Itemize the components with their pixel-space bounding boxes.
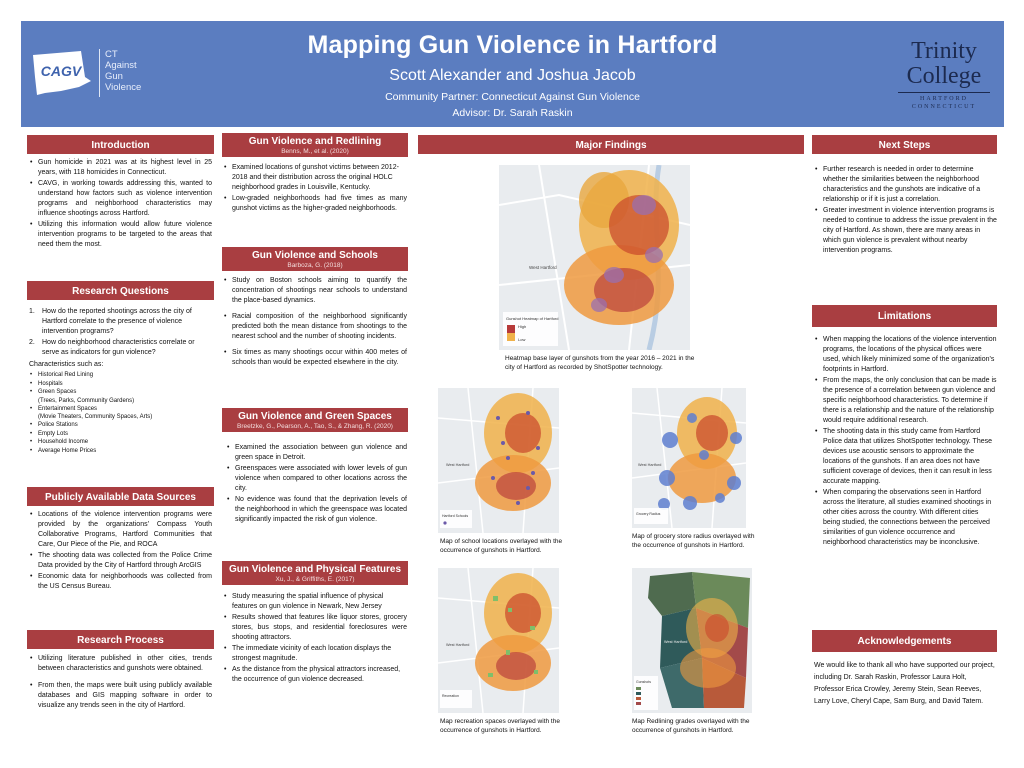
major-findings-heading: [418, 135, 804, 154]
map-place-label: West Hartford: [529, 265, 557, 270]
redlining-body: [223, 163, 407, 215]
logo-subline: HARTFORD: [920, 96, 968, 102]
trinity-college-logo: [894, 39, 994, 115]
logo-word: Trinity: [911, 38, 977, 64]
list-item: • Average Home Prices: [29, 447, 212, 456]
research-questions-body: [29, 307, 212, 455]
poster-header: [21, 21, 1004, 127]
list-item: • Empty Lots: [29, 430, 212, 439]
list-item: • Locations of the violence intervention programs were provided by the organizations' Compass Youth Collaborative Programs, Hartford Communities that Care, Our Piece of the Pie, and ROCA: [29, 510, 212, 550]
list-subtext: (Movie Theaters, Community Spaces, Arts): [38, 414, 153, 420]
list-item: • Utilizing this information would allow future violence intervention programs to be targeted to the areas that need them the most.: [29, 220, 212, 250]
green-spaces-heading: [222, 408, 408, 432]
acknowledgements-body: We would like to thank all who have supported our project, including Dr. Sarah Raskin, Professor Laura Holt, Professor Erica Crowley, Jeremy Stein, Sean Reeves, Larry Love, Cheryl Cape, Sam Burg, and David Tatem.: [814, 662, 995, 705]
next-steps-body: [814, 165, 997, 257]
physical-features-heading: [222, 561, 408, 585]
advisor: Advisor: Dr. Sarah Raskin: [452, 107, 573, 119]
list-subtext: (Trees, Parks, Community Gardens): [38, 397, 135, 404]
list-item: • Study measuring the spatial influence of physical features on gun violence in Newark, New Jersey: [223, 592, 407, 612]
logo-word: College: [906, 63, 982, 89]
list-item: • Low-graded neighborhoods had five times as many gunshot victims as the higher-graded neighborhoods.: [223, 194, 407, 214]
list-item: • As the distance from the physical attractors increased, the occurrence of gun violence decreased.: [223, 665, 407, 685]
section-citation: Breetzke, G., Pearson, A., Tao, S., & Zhang, R. (2020): [237, 423, 393, 430]
list-item: • When comparing the observations seen in Hartford across the literature, all studies examined shootings in other cities across the country. With different cities being studied, the connections between the perceived similarities of gun violence occurrence and neighborhood characteristics may be inconclusive.: [814, 488, 997, 548]
list-item: • Entertainment Spaces: [29, 405, 212, 414]
list-item: • Greater investment in violence intervention programs is needed to continue to address the issue prevalent in the city of Hartford. As shown, there are many areas in which gun violence is prevalent without nearby intervention programs.: [814, 206, 997, 256]
acknowledgements-heading: [812, 630, 997, 652]
cagv-line: Gun: [105, 71, 123, 82]
list-item: • Hospitals: [29, 380, 212, 389]
section-title: Acknowledgements: [857, 636, 952, 647]
cagv-line: Against: [105, 60, 137, 71]
question-text: How do the reported shootings across the city of Hartford correlate to the presence of violence intervention programs?: [42, 308, 192, 335]
section-citation: Benns, M., et al. (2020): [281, 148, 349, 155]
question-number: 1.: [29, 308, 35, 315]
heatmap-legend-title: Gunshot Heatmap of Hartford: [506, 316, 559, 321]
poster-title: Mapping Gun Violence in Hartford: [307, 31, 718, 59]
schools-body: [223, 276, 407, 369]
heatmap-legend-high: High: [518, 324, 527, 329]
list-item: • Study on Boston schools aiming to quantify the concentration of shootings near schools to understand the place-based dynamics.: [223, 276, 407, 306]
list-item: [29, 307, 212, 337]
introduction-heading: [27, 135, 214, 154]
logo-rule: [898, 92, 990, 93]
list-item: • From then, the maps were built using publicly available databases and GIS mapping software in order to visualize any trends seen in the city of Hartford.: [29, 681, 212, 711]
list-item: • Green Spaces: [29, 388, 212, 397]
list-item: • Examined the association between gun violence and green space in Detroit.: [226, 443, 407, 463]
map-place-label: West Hartford: [446, 643, 470, 647]
cagv-line: CT: [105, 49, 118, 60]
schools-heading: [222, 247, 408, 271]
map-place-label: West Hartford: [638, 463, 662, 467]
section-title: Gun Violence and Green Spaces: [238, 411, 392, 422]
list-item: • When mapping the locations of the violence intervention programs, the locations of the physical offices were used, which likely minimized some of the organization's footprints in Hartford.: [814, 335, 997, 375]
recreation-legend-title: Recreation: [442, 694, 459, 698]
section-citation: Xu, J., & Griffiths, E. (2017): [275, 576, 355, 583]
section-title: Gun Violence and Redlining: [248, 136, 382, 147]
list-item: • Gun homicide in 2021 was at its highest level in 25 years, with 118 homicides in Connecticut.: [29, 158, 212, 178]
green-spaces-body: [226, 443, 407, 526]
list-item: • Further research is needed in order to determine whether the similarities between the neighborhood characteristics and the gunshots are indicative of a relationship or if it is just a correlation.: [814, 165, 997, 205]
list-item: • Household Income: [29, 438, 212, 447]
section-title: Introduction: [91, 140, 150, 151]
next-steps-heading: [812, 135, 997, 154]
list-item: • Police Stations: [29, 421, 212, 430]
community-partner: Community Partner: Connecticut Against Gun Violence: [385, 91, 640, 103]
question-number: 2.: [29, 339, 35, 346]
limitations-heading: [812, 305, 997, 327]
schools-map-caption: Map of school locations overlayed with the occurrence of gunshots in Hartford.: [440, 538, 563, 554]
section-title: Publicly Available Data Sources: [45, 492, 196, 503]
poster-authors: Scott Alexander and Joshua Jacob: [389, 67, 636, 84]
list-item: • The immediate vicinity of each location displays the strongest magnitude.: [223, 644, 407, 664]
logo-subline: CONNECTICUT: [911, 104, 977, 110]
redlining-map-caption: Map Redlining grades overlayed with the occurrence of gunshots in Hartford.: [632, 718, 750, 734]
recreation-map-caption: Map recreation spaces overlayed with the occurrence of gunshots in Hartford.: [440, 718, 560, 734]
list-item: • Results showed that features like liquor stores, grocery stores, bus stops, and residential foreclosures were shooting attractors.: [223, 613, 407, 643]
list-item: • From the maps, the only conclusion that can be made is the presence of a correlation between gun violence and specific neighborhood characteristics. To determine if there is a relationship and the nature of the relationship would require additional research.: [814, 376, 997, 426]
section-title: Major Findings: [575, 140, 647, 151]
list-item: • Economic data for neighborhoods was collected from the US Census Bureau.: [29, 572, 212, 592]
section-title: Next Steps: [878, 140, 931, 151]
list-item: • Examined locations of gunshot victims between 2012-2018 and their distribution across the original HOLC neighborhood grades in Louisville, Kentucky.: [223, 163, 407, 193]
section-title: Gun Violence and Schools: [252, 250, 378, 261]
section-title: Research Process: [77, 635, 164, 646]
introduction-body: [29, 158, 212, 251]
redlining-map: [632, 568, 752, 713]
section-citation: Barboza, G. (2018): [287, 262, 343, 269]
redlining-legend-title: Gunshots: [636, 680, 651, 684]
redlining-heading: [222, 133, 408, 157]
grocery-map: [632, 388, 746, 528]
list-item: [29, 338, 212, 358]
characteristics-label: Characteristics such as:: [29, 361, 104, 368]
list-item: • CAVG, in working towards addressing this, wanted to understand how factors such as violence intervention programs and neighborhood characteristics may influence shootings across Hartford.: [29, 179, 212, 219]
list-item: • No evidence was found that the deprivation levels of the neighborhood in which the greenspace was located significantly impacted the risk of gun violence.: [226, 495, 407, 525]
cagv-line: Violence: [105, 82, 142, 93]
research-process-heading: [27, 630, 214, 649]
recreation-map: [438, 568, 559, 713]
list-item: • The shooting data was collected from the Police Crime Data provided by the City of Hartford through ArcGIS: [29, 551, 212, 571]
section-title: Research Questions: [72, 286, 169, 297]
schools-map: [438, 388, 559, 533]
map-place-label: West Hartford: [664, 640, 688, 644]
list-item: • Greenspaces were associated with lower levels of gun violence when compared to other locations across the city.: [226, 464, 407, 494]
list-item: • Utilizing literature published in other cities, trends between characteristics and gunshots were obtained.: [29, 654, 212, 674]
physical-features-body: [223, 592, 407, 686]
map-place-label: West Hartford: [446, 463, 470, 467]
grocery-map-caption: Map of grocery store radius overlayed with the occurrence of gunshots in Hartford.: [632, 533, 755, 549]
list-item: • Historical Red Lining: [29, 371, 212, 380]
heatmap-caption: Heatmap base layer of gunshots from the year 2016 – 2021 in the city of Hartford as recorded by ShotSpotter technology.: [505, 355, 695, 371]
cagv-mark: CAGV: [40, 63, 82, 79]
heatmap-legend-low: Low: [518, 337, 526, 342]
list-item: • The shooting data in this study came from Hartford Police data that utilizes ShotSpotter technology. These devices use acoustic sensors to approximate the locations of the gunshots. If an area does not have sufficient coverage of devices, then it can result in less accurate mapping.: [814, 427, 997, 487]
limitations-body: [814, 335, 997, 549]
section-title: Gun Violence and Physical Features: [228, 564, 402, 575]
research-questions-heading: [27, 281, 214, 300]
list-item: • Six times as many shootings occur within 400 metes of schools than would be expected elsewhere in the city.: [223, 348, 407, 368]
data-sources-body: [29, 510, 212, 593]
list-item: • Racial composition of the neighborhood significantly predicted both the mean distance from shootings to the nearest school and the number of shooting incidents.: [223, 312, 407, 342]
schools-legend-title: Hartford Schools: [442, 514, 469, 518]
data-sources-heading: [27, 487, 214, 506]
research-process-body: [29, 654, 212, 712]
gunshot-heatmap: [499, 165, 690, 350]
question-text: How do neighborhood characteristics correlate or serve as indicators for gun violence?: [42, 339, 195, 356]
grocery-legend-title: Grocery Radius: [636, 512, 661, 516]
section-title: Limitations: [877, 311, 932, 322]
